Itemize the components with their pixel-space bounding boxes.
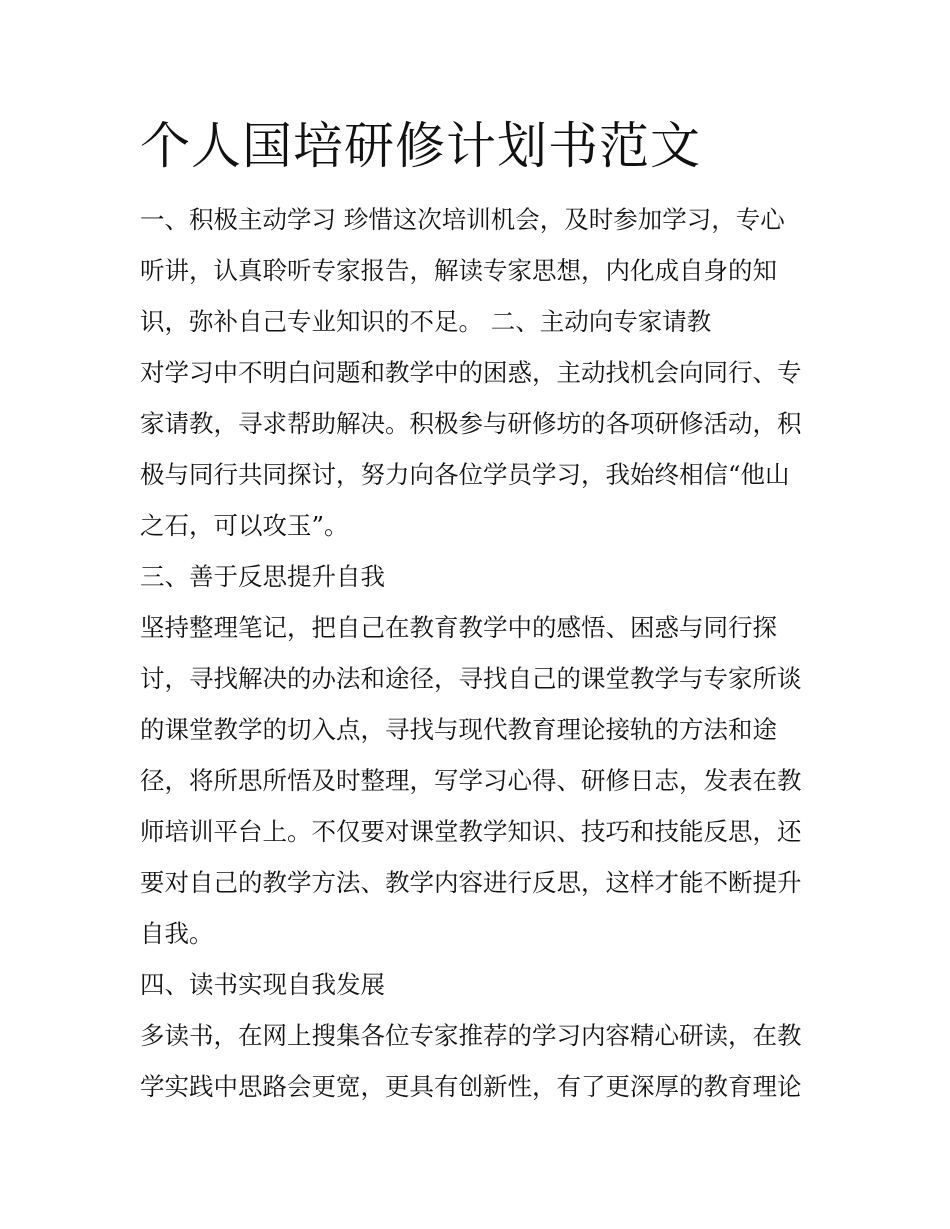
paragraph-3-line-6: 要对自己的教学方法、教学内容进行反思，这样才能不断提升	[140, 868, 802, 897]
paragraph-3-line-3: 的课堂教学的切入点，寻找与现代教育理论接轨的方法和途	[140, 715, 777, 744]
paragraph-1-line-1: 一、积极主动学习 珍惜这次培训机会，及时参加学习，专心	[140, 205, 785, 234]
paragraph-3-line-1: 坚持整理笔记，把自己在教育教学中的感悟、困惑与同行探	[140, 613, 777, 642]
paragraph-3-line-7: 自我。	[140, 919, 214, 948]
paragraph-4-line-1: 多读书，在网上搜集各位专家推荐的学习内容精心研读，在教	[140, 1021, 802, 1050]
paragraph-3-line-4: 径，将所思所悟及时整理，写学习心得、研修日志，发表在教	[140, 766, 802, 795]
paragraph-2-line-2: 家请教，寻求帮助解决。积极参与研修坊的各项研修活动，积	[140, 409, 802, 438]
paragraph-3-line-2: 讨，寻找解决的办法和途径，寻找自己的课堂教学与专家所谈	[140, 664, 802, 693]
document-title: 个人国培研修计划书范文	[140, 117, 701, 175]
section-4-heading: 四、读书实现自我发展	[140, 970, 385, 999]
section-3-heading: 三、善于反思提升自我	[140, 562, 385, 591]
paragraph-1-line-2: 听讲，认真聆听专家报告，解读专家思想，内化成自身的知	[140, 256, 777, 285]
paragraph-2-line-4: 之石，可以攻玉”。	[140, 511, 349, 540]
paragraph-4-line-2: 学实践中思路会更宽，更具有创新性，有了更深厚的教育理论	[140, 1072, 802, 1101]
paragraph-3-line-5: 师培训平台上。不仅要对课堂教学知识、技巧和技能反思，还	[140, 817, 802, 846]
paragraph-2-line-1: 对学习中不明白问题和教学中的困惑，主动找机会向同行、专	[140, 358, 802, 387]
paragraph-1-line-3: 识，弥补自己专业知识的不足。 二、主动向专家请教	[140, 307, 712, 336]
paragraph-2-line-3: 极与同行共同探讨，努力向各位学员学习，我始终相信“他山	[140, 460, 790, 489]
